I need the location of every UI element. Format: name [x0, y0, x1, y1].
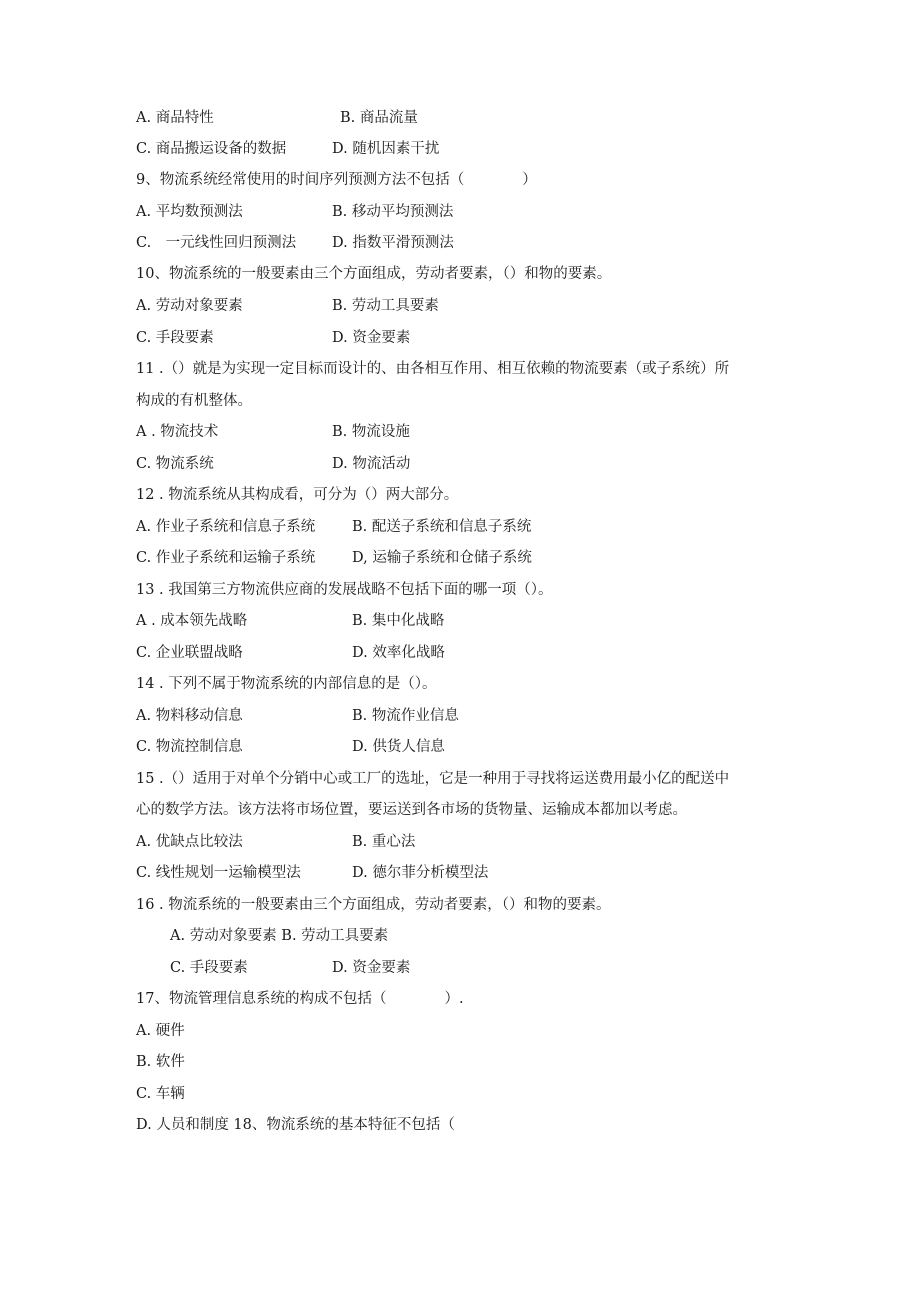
option-line: A. 劳动对象要素 B. 劳动工具要素: [136, 298, 439, 314]
option-line: A. 优缺点比较法 B. 重心法: [136, 834, 416, 850]
option-line: C. 物流控制信息 D. 供货人信息: [136, 739, 445, 755]
option-line: C. 手段要素 D. 资金要素: [170, 960, 411, 976]
option-line: A. 商品特性 B. 商品流量: [136, 110, 418, 126]
option-line: C. 手段要素 D. 资金要素: [136, 330, 411, 346]
option-line: C. 一元线性回归预测法 D. 指数平滑预测法: [136, 235, 454, 251]
option-line: A. 作业子系统和信息子系统 B. 配送子系统和信息子系统: [136, 519, 532, 535]
option-line: A. 硬件: [136, 1023, 185, 1039]
option-line: A. 平均数预测法 B. 移动平均预测法: [136, 204, 454, 220]
question-line: 11 .（）就是为实现一定目标而设计的、由各相互作用、相互依赖的物流要素（或子系统）所: [136, 361, 730, 377]
question-line: 构成的有机整体。: [136, 393, 252, 409]
question-line: 9、物流系统经常使用的时间序列预测方法不包括（ ）: [136, 172, 537, 188]
option-line: A. 劳动对象要素 B. 劳动工具要素: [170, 928, 389, 944]
option-line: C. 企业联盟战略 D. 效率化战略: [136, 645, 445, 661]
option-line: A. 物料移动信息 B. 物流作业信息: [136, 708, 459, 724]
question-line: 心的数学方法。该方法将市场位置，要运送到各市场的货物量、运输成本都加以考虑。: [136, 802, 687, 818]
question-line: 17、物流管理信息系统的构成不包括（ ）.: [136, 991, 464, 1007]
option-line: D. 人员和制度 18、物流系统的基本特征不包括（: [136, 1117, 455, 1133]
option-line: C. 商品搬运设备的数据 D. 随机因素干扰: [136, 141, 440, 157]
option-line: A . 物流技术 B. 物流设施: [136, 424, 410, 440]
question-line: 13 . 我国第三方物流供应商的发展战略不包括下面的哪一项（）。: [136, 582, 553, 598]
question-line: 14 . 下列不属于物流系统的内部信息的是（）。: [136, 676, 437, 692]
question-line: 16 . 物流系统的一般要素由三个方面组成，劳动者要素，（）和物的要素。: [136, 897, 611, 913]
question-line: 10、物流系统的一般要素由三个方面组成，劳动者要素，（）和物的要素。: [136, 266, 612, 282]
option-line: C. 作业子系统和运输子系统 D, 运输子系统和仓储子系统: [136, 550, 532, 566]
option-line: C. 车辆: [136, 1086, 185, 1102]
option-line: B. 软件: [136, 1054, 185, 1070]
option-line: A . 成本领先战略 B. 集中化战略: [136, 613, 445, 629]
option-line: C. 线性规划一运输模型法 D. 德尔菲分析模型法: [136, 865, 489, 881]
option-line: C. 物流系统 D. 物流活动: [136, 456, 411, 472]
question-line: 12 . 物流系统从其构成看，可分为（）两大部分。: [136, 487, 459, 503]
question-line: 15 .（）适用于对单个分销中心或工厂的选址，它是一种用于寻找将运送费用最小亿的配送中: [136, 771, 730, 787]
